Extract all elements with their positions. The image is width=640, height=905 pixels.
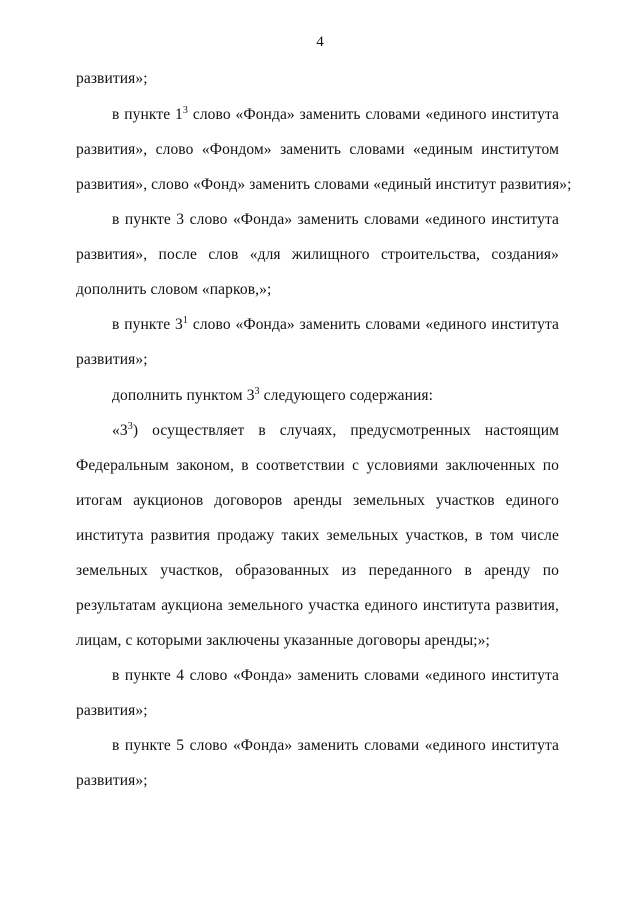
text-line: развития»; xyxy=(76,702,148,719)
text-line: развития», слово «Фонд» заменить словами «единый институт развития»; xyxy=(76,176,572,193)
text-line: в пункте 3 слово «Фонда» заменить словами «единого института xyxy=(112,211,559,228)
text-fragment: следующего содержания: xyxy=(259,387,434,404)
superscript: 1 xyxy=(182,316,188,326)
text-line: института развития продажу таких земельных участков, в том числе xyxy=(76,527,559,544)
text-fragment: в пункте 1 xyxy=(112,106,183,123)
text-fragment: дополнить пунктом 3 xyxy=(112,387,255,404)
superscript: 3 xyxy=(182,106,188,116)
text-line: дополнить словом «парков,»; xyxy=(76,281,272,298)
text-line: развития»; xyxy=(76,70,148,87)
text-line: результатам аукциона земельного участка единого института развития, xyxy=(76,597,559,614)
superscript: 3 xyxy=(254,386,260,397)
text-fragment: в пункте 3 xyxy=(112,316,183,333)
text-line xyxy=(112,387,433,405)
text-fragment: слово «Фонда» заменить словами «единого института xyxy=(188,316,559,333)
page-number: 4 xyxy=(316,34,324,50)
text-fragment: ) осуществляет в случаях, предусмотренных настоящим xyxy=(132,422,559,439)
text-line: развития»; xyxy=(76,772,148,789)
text-line: лицам, с которыми заключены указанные договоры аренды;»; xyxy=(76,632,490,649)
text-line: в пункте 4 слово «Фонда» заменить словами «единого института xyxy=(112,667,559,684)
text-fragment: слово «Фонда» заменить словами «единого института xyxy=(188,106,559,123)
text-line xyxy=(112,422,559,444)
text-line: развития»; xyxy=(76,351,148,368)
text-line: Федеральным законом, в соответствии с условиями заключенных по xyxy=(76,457,559,474)
text-line: итогам аукционов договоров аренды земельных участков единого xyxy=(76,492,559,509)
text-line: развития», слово «Фондом» заменить словами «единым институтом xyxy=(76,141,559,158)
superscript: 3 xyxy=(127,422,133,432)
text-line: в пункте 5 слово «Фонда» заменить словами «единого института xyxy=(112,737,559,754)
text-line xyxy=(112,106,559,128)
text-line: земельных участков, образованных из переданного в аренду по xyxy=(76,562,559,579)
text-fragment: «3 xyxy=(112,422,128,439)
text-line xyxy=(112,316,559,338)
text-line: развития», после слов «для жилищного строительства, создания» xyxy=(76,246,559,263)
